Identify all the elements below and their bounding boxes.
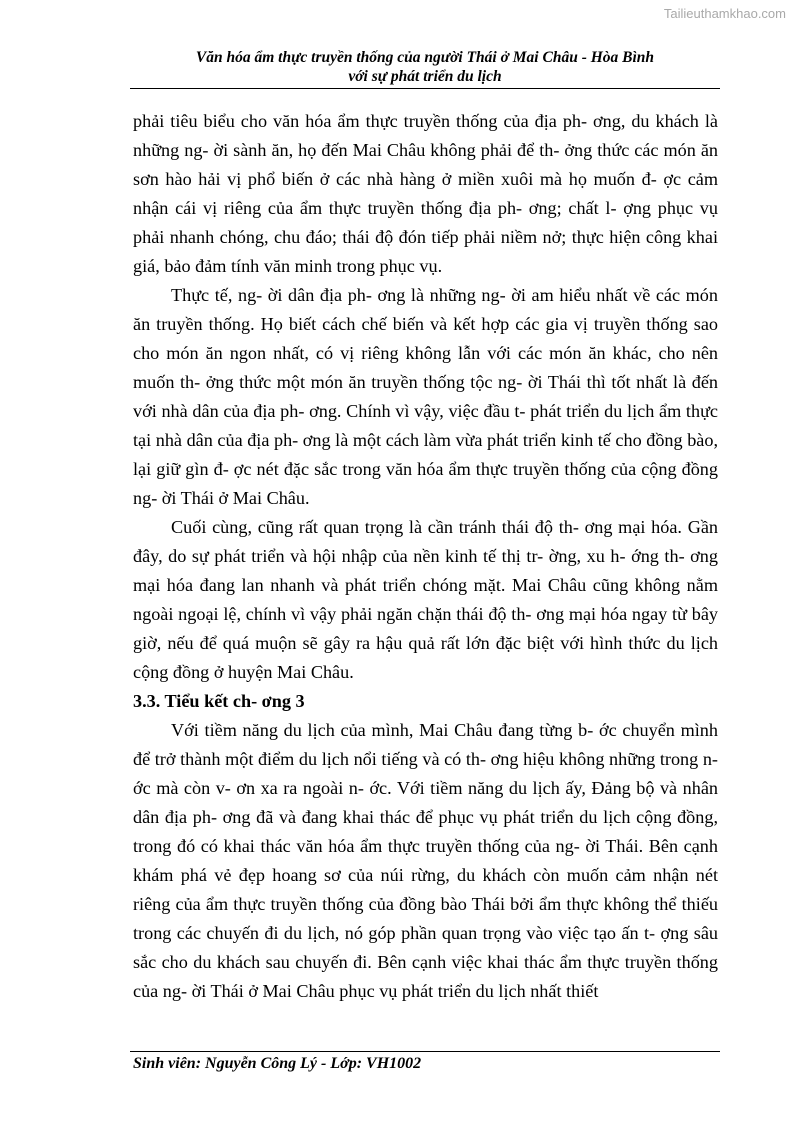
- header-title-line1: Văn hóa ẩm thực truyền thống của người Thái ở Mai Châu - Hòa Bình: [195, 49, 655, 66]
- body-paragraph-3: Cuối cùng, cũng rất quan trọng là cần tránh thái độ th- ơng mại hóa. Gần đây, do sự phát triển và hội nhập của nền kinh tế thị tr- ờng, xu h- ớng th- ơng mại hóa đang lan nhanh và phát triển chóng mặt. Mai Châu cũng không nằm ngoài ngoại lệ, chính vì vậy phải ngăn chặn thái độ th- ơng mại hóa ngay từ bây giờ, nếu để quá muộn sẽ gây ra hậu quả rất lớn đặc biệt với hình thức du lịch cộng đồng ở huyện Mai Châu.: [133, 517, 718, 682]
- watermark-text: Tailieuthamkhao.com: [663, 6, 786, 21]
- page-header: [130, 48, 720, 86]
- section-paragraph: Với tiềm năng du lịch của mình, Mai Châu đang từng b- ớc chuyển mình để trở thành một điểm du lịch nổi tiếng và có th- ơng hiệu không những trong n- ớc mà còn v- ơn xa ra ngoài n- ớc. Với tiềm năng du lịch ấy, Đảng bộ và nhân dân địa ph- ơng đã và đang khai thác để phục vụ phát triển du lịch cộng đồng, trong đó có khai thác văn hóa ẩm thực truyền thống của ng- ời Thái. Bên cạnh khám phá vẻ đẹp hoang sơ của núi rừng, du khách còn muốn cảm nhận nét riêng của ẩm thực truyền thống của đồng bào Thái bởi ẩm thực không thể thiếu trong các chuyến đi du lịch, nó góp phần quan trọng vào việc tạo ấn t- ợng sâu sắc cho du khách sau chuyến đi. Bên cạnh việc khai thác ẩm thực truyền thống của ng- ời Thái ở Mai Châu phục vụ phát triển du lịch nhất thiết: [133, 720, 718, 1001]
- body-paragraph-2: Thực tế, ng- ời dân địa ph- ơng là những ng- ời am hiểu nhất về các món ăn truyền thống. Họ biết cách chế biến và kết hợp các gia vị truyền thống sao cho món ăn ngon nhất, có vị riêng không lẫn với các món ăn khác, cho nên muốn th- ởng thức một món ăn truyền thống tộc ng- ời Thái thì tốt nhất là đến với nhà dân của địa ph- ơng. Chính vì vậy, việc đầu t- phát triển du lịch ẩm thực tại nhà dân của địa ph- ơng là một cách làm vừa phát triển kinh tế cho đồng bào, lại giữ gìn đ- ợc nét đặc sắc trong văn hóa ẩm thực truyền thống của cộng đồng ng- ời Thái ở Mai Châu.: [133, 285, 718, 508]
- page-footer: Sinh viên: Nguyễn Công Lý - Lớp: VH1002: [133, 1055, 422, 1072]
- body-paragraph-1: phải tiêu biểu cho văn hóa ẩm thực truyền thống của địa ph- ơng, du khách là những ng- ời sành ăn, họ đến Mai Châu không phải để th- ởng thức các món ăn sơn hào hải vị phổ biến ở các nhà hàng ở miền xuôi mà họ muốn đ- ợc cảm nhận cái vị riêng của ẩm thực truyền thống địa ph- ơng; chất l- ợng phục vụ phải nhanh chóng, chu đáo; thái độ đón tiếp phải niềm nở; thực hiện công khai giá, bảo đảm tính văn minh trong phục vụ.: [133, 111, 718, 276]
- footer-divider: [130, 1051, 720, 1052]
- section-heading: 3.3. Tiểu kết ch- ơng 3: [133, 691, 305, 711]
- header-title-line2: với sự phát triển du lịch: [348, 68, 502, 85]
- header-divider: [130, 88, 720, 89]
- document-body: [133, 107, 718, 1006]
